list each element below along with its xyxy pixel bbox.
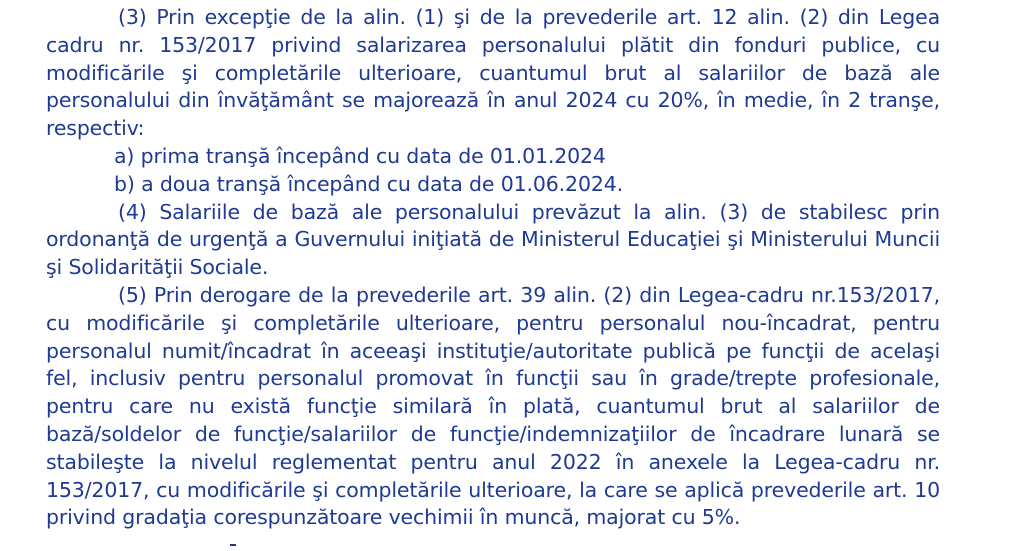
paragraph-3: (3) Prin excepţie de la alin. (1) şi de la prevederile art. 12 alin. (2) din Legea cadru nr. 153/2017 privind salarizarea personalului plătit din fonduri publice, cu modificările şi completările ulterioare, cuantumul brut al salariilor de bază ale personalului din învăţământ se majorează în anul 2024 cu 20%, în medie, în 2 tranşe, respectiv:	[46, 5, 940, 141]
paragraph-4: (4) Salariile de bază ale personalului prevăzut la alin. (3) de stabilesc prin ordonanţă de urgenţă a Guvernului iniţiată de Ministerul Educaţiei şi Ministerului Muncii şi Solidarităţii Sociale.	[46, 199, 940, 280]
cropped-glyph-fragment	[230, 544, 236, 546]
paragraph-3-item-b: b) a doua tranşă începând cu data de 01.06.2024.	[114, 171, 623, 196]
paragraph-3-item-a: a) prima tranşă începând cu data de 01.01.2024	[114, 143, 606, 168]
legal-document	[46, 4, 940, 532]
paragraph-5: (5) Prin derogare de la prevederile art. 39 alin. (2) din Legea-cadru nr.153/2017, cu modificările şi completările ulterioare, pentru personalul nou-încadrat, pentru personalul numit/încadrat în aceeaşi instituţie/autoritate publică pe funcţii de acelaşi fel, inclusiv pentru personalul promovat în funcţii sau în grade/trepte profesionale, pentru care nu există funcţie similară în plată, cuantumul brut al salariilor de bază/soldelor de funcţie/salariilor de funcţie/indemnizaţiilor de încadrare lunară se stabileşte la nivelul reglementat pentru anul 2022 în anexele la Legea-cadru nr. 153/2017, cu modificările şi completările ulterioare, la care se aplică prevederile art. 10 privind gradaţia corespunzătoare vechimii în muncă, majorat cu 5%.	[46, 282, 940, 530]
